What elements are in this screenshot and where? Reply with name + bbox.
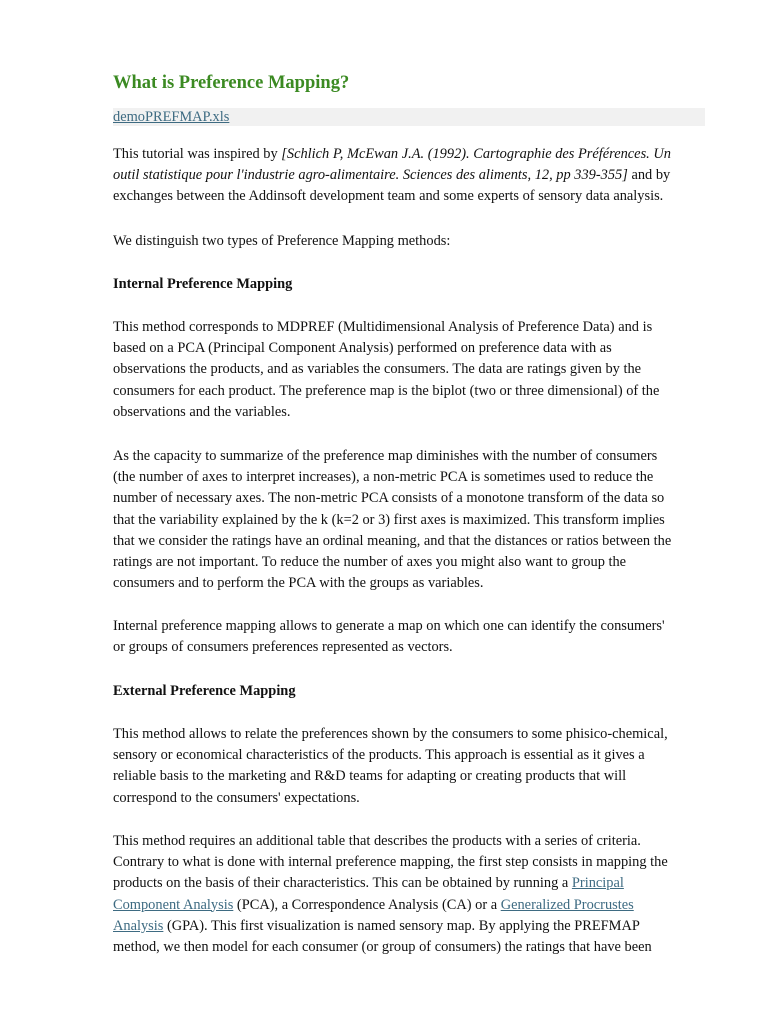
intro-text: and by — [627, 167, 671, 184]
distinguish-paragraph — [113, 231, 705, 252]
text-line: or groups of consumers preferences represented as vectors. — [113, 639, 453, 656]
gpa-link[interactable]: Analysis — [113, 917, 164, 934]
internal-paragraph-2 — [113, 446, 705, 594]
pca-link[interactable]: Component Analysis — [113, 896, 234, 913]
text-line: This method corresponds to MDPREF (Multidimensional Analysis of Preference Data) and is — [113, 319, 653, 335]
text-line: Internal preference mapping allows to generate a map on which one can identify the consumers' — [113, 618, 665, 634]
intro-paragraph — [113, 144, 705, 208]
text-line: based on a PCA (Principal Component Analysis) performed on preference data with as — [113, 340, 612, 357]
text-segment: (PCA), a Correspondence Analysis (CA) or a — [233, 896, 501, 913]
text-line: (the number of axes to interpret increases), a non-metric PCA is sometimes used to reduce the — [113, 469, 654, 486]
text-line: correspond to the consumers' expectations. — [113, 789, 360, 806]
intro-text: This tutorial was inspired by — [113, 146, 282, 162]
text-line: ratings are not important. To reduce the number of axes you might also want to group the — [113, 554, 627, 571]
text-line: This method requires an additional table that describes the products with a series of criteria. — [113, 833, 641, 849]
text-line: consumers and to perform the PCA with the groups as variables. — [113, 575, 484, 592]
text-segment: (GPA). This first visualization is named sensory map. By applying the PREFMAP — [163, 917, 640, 934]
demo-file-link[interactable]: demoPREFMAP.xls — [113, 109, 230, 125]
text-line: that the variability explained by the k (k=2 or 3) first axes is maximized. This transform implies — [113, 511, 665, 528]
internal-heading — [113, 274, 705, 295]
text-line: observations the products, and as variables the consumers. The data are ratings given by the — [113, 361, 642, 378]
text-line: Contrary to what is done with internal preference mapping, the first step consists in mapping the — [113, 854, 668, 871]
internal-paragraph-3 — [113, 616, 705, 658]
page-title: What is Preference Mapping? — [113, 73, 350, 93]
text-line: observations and the variables. — [113, 403, 291, 420]
citation-text: [Schlich P, McEwan J.A. (1992). Cartographie des Préférences. Un — [281, 146, 671, 162]
text-segment: products on the basis of their characteristics. This can be obtained by running a — [113, 875, 572, 892]
text-line: consumers for each product. The preference map is the biplot (two or three dimensional) of the — [113, 382, 660, 399]
pca-link[interactable]: Principal — [571, 875, 624, 892]
citation-text: outil statistique pour l'industrie agro-alimentaire. Sciences des aliments, 12, pp 339-355] — [113, 167, 628, 184]
text-line: reliable basis to the marketing and R&D teams for adapting or creating products that will — [113, 768, 627, 785]
text-line: number of necessary axes. The non-metric PCA consists of a monotone transform of the data so — [113, 490, 665, 507]
text-line: method, we then model for each consumer (or group of consumers) the ratings that have been — [113, 939, 652, 956]
internal-heading-text: Internal Preference Mapping — [113, 276, 293, 292]
internal-paragraph-1 — [113, 317, 705, 423]
text-line: that we consider the ratings have an ordinal meaning, and that the distances or ratios between the — [113, 532, 672, 549]
file-link-bar — [113, 108, 705, 126]
text-line: As the capacity to summarize of the preference map diminishes with the number of consumers — [113, 448, 658, 464]
external-heading-text: External Preference Mapping — [113, 683, 296, 699]
external-paragraph-1 — [113, 724, 705, 809]
intro-text: exchanges between the Addinsoft development team and some experts of sensory data analysis. — [113, 188, 664, 205]
gpa-link[interactable]: Generalized Procrustes — [500, 896, 634, 913]
text-line: This method allows to relate the preferences shown by the consumers to some phisico-chemical, — [113, 726, 668, 742]
external-heading — [113, 681, 705, 702]
distinguish-text: We distinguish two types of Preference Mapping methods: — [113, 233, 451, 249]
text-line: sensory or economical characteristics of the products. This approach is essential as it gives a — [113, 747, 645, 764]
external-paragraph-2 — [113, 831, 705, 958]
